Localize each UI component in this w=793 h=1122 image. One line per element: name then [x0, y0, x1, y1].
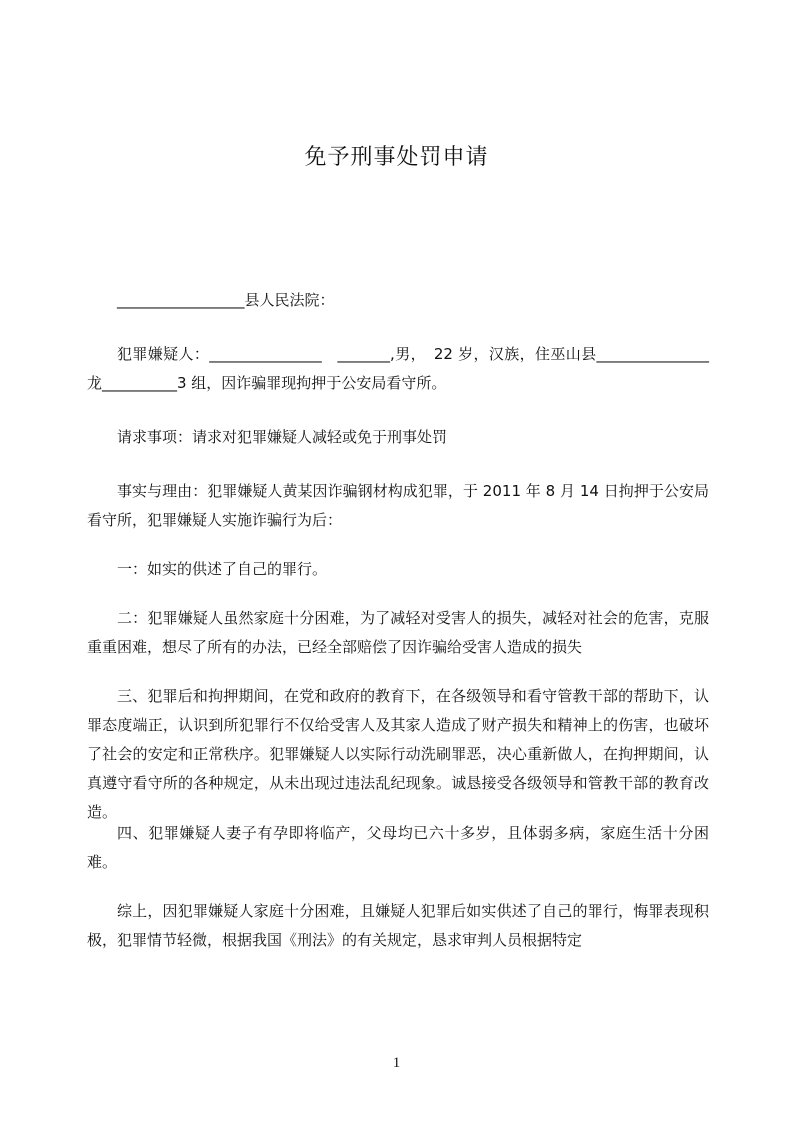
conclusion-paragraph: 综上，因犯罪嫌疑人家庭十分困难，且嫌疑人犯罪后如实供述了自己的罪行，悔罪表现积极，犯罪情节轻微，根据我国《刑法》的有关规定，恳求审判人员根据特定 [87, 902, 709, 949]
page-number: 1 [392, 1055, 401, 1071]
facts-paragraph: 事实与理由：犯罪嫌疑人黄某因诈骗钢材构成犯罪，于 2011 年 8 月 14 日拘押于公安局看守所，犯罪嫌疑人实施诈骗行为后： [87, 482, 709, 529]
point-three-paragraph: 三、犯罪后和拘押期间，在党和政府的教育下，在各级领导和看守管教干部的帮助下，认罪态度端正，认识到所犯罪行不仅给受害人及其家人造成了财产损失和精神上的伤害，也破坏了社会的安定和正常秩序。犯罪嫌疑人以实际行动洗刷罪恶，决心重新做人，在拘押期间，认真遵守看守所的各种规定，从未出现过违法乱纪现象。诚恳接受各级领导和管教干部的教育改造。 [87, 687, 709, 821]
document-title: 免予刑事处罚申请 [304, 145, 489, 170]
point-four-paragraph: 四、犯罪嫌疑人妻子有孕即将临产，父母均已六十多岁，且体弱多病，家庭生活十分困难。 [87, 824, 709, 871]
request-paragraph: 请求事项：请求对犯罪嫌疑人减轻或免于刑事处罚 [117, 428, 448, 446]
point-two-paragraph: 二：犯罪嫌疑人虽然家庭十分困难，为了减轻对受害人的损失，减轻对社会的危害，克服重重困难，想尽了所有的办法，已经全部赔偿了因诈骗给受害人造成的损失 [87, 609, 709, 656]
point-one-paragraph: 一：如实的供述了自己的罪行。 [117, 560, 328, 578]
suspect-info-paragraph: 犯罪嫌疑人：_______________ _______,男， 22 岁，汉族，住巫山县_______________龙__________3 组，因诈骗罪现拘押于公安局看守所。 [87, 345, 709, 392]
addressee-line: _________________县人民法院： [117, 291, 335, 309]
